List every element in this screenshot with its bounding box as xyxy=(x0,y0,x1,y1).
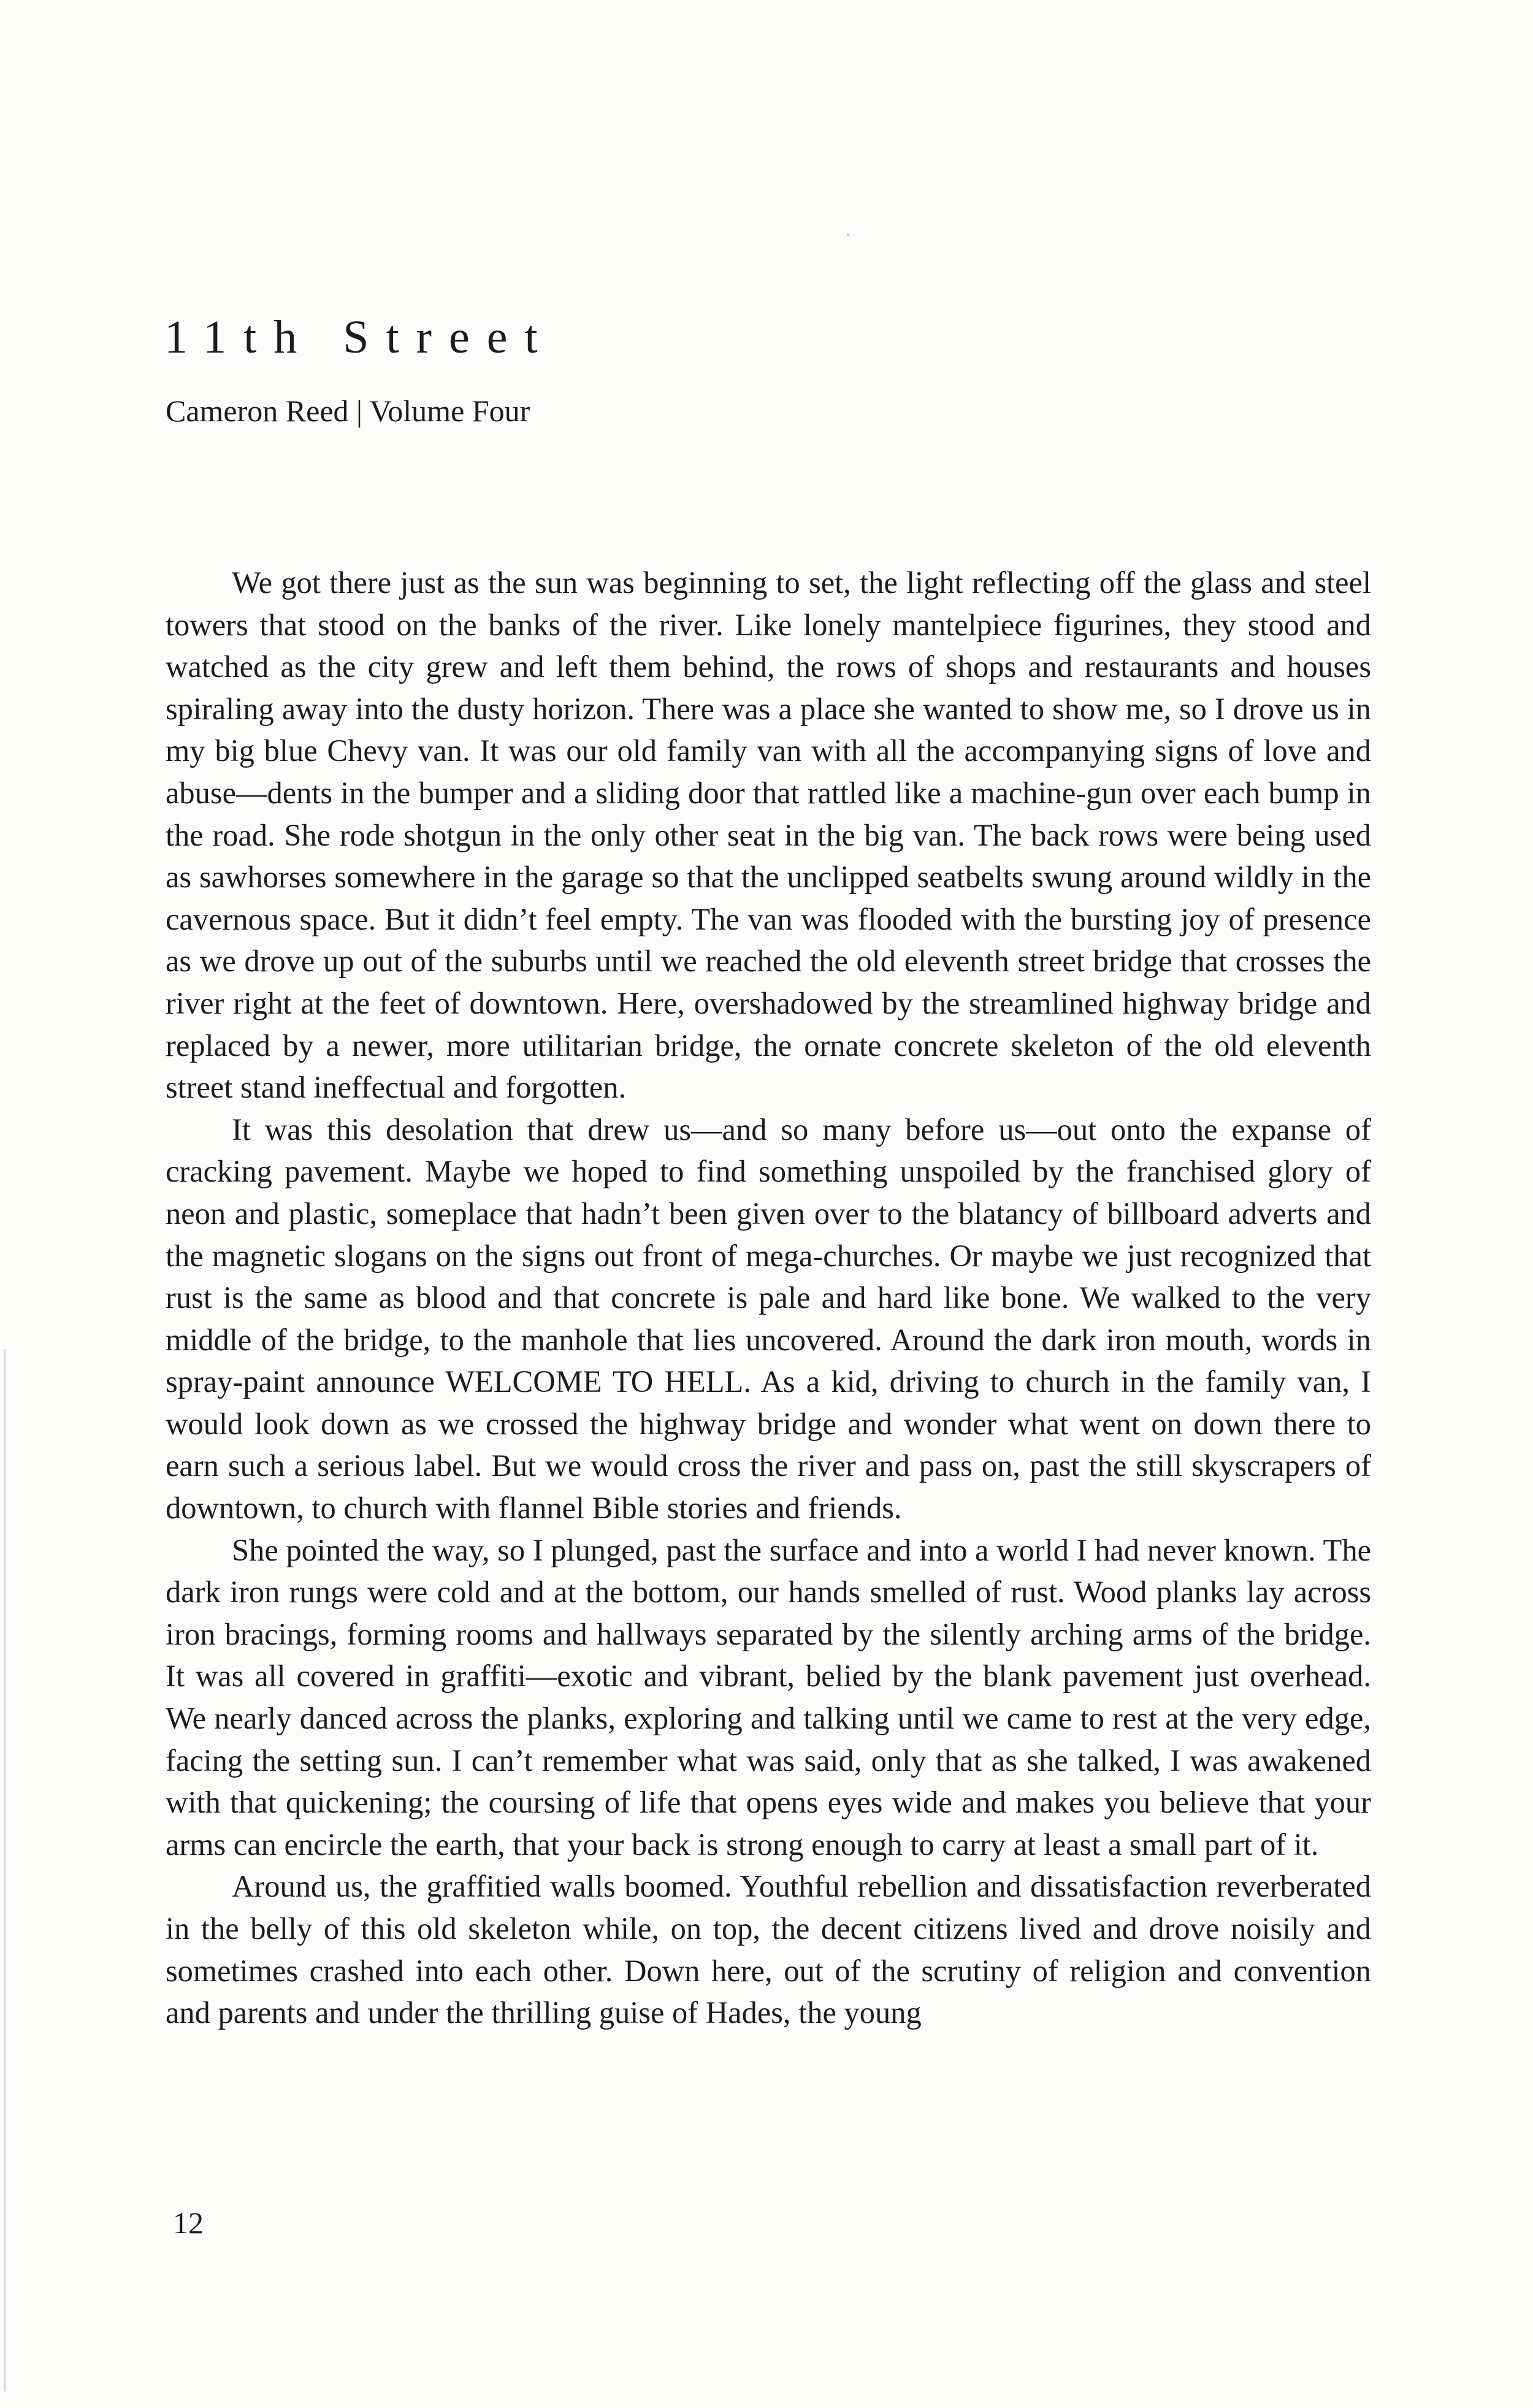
paragraph: It was this desolation that drew us—and so many before us—out onto the expanse of cracking pavement. Maybe we hoped to find something unspoiled by the franchised glory of neon and plastic, someplace that hadn’t been given over to the blatancy of billboard adverts and the magnetic slogans on the signs out front of mega-churches. Or maybe we just recognized that rust is the same as blood and that concrete is pale and hard like bone. We walked to the very middle of the bridge, to the manhole that lies uncovered. Around the dark iron mouth, words in spray-paint announce WELCOME TO HELL. As a kid, driving to church in the family van, I would look down as we crossed the highway bridge and wonder what went on down there to earn such a serious label. But we would cross the river and pass on, past the still skyscrapers of downtown, to church with flannel Bible stories and friends. xyxy=(166,1112,1371,1526)
paragraph: She pointed the way, so I plunged, past the surface and into a world I had never known. The dark iron rungs were cold and at the bottom, our hands smelled of rust. Wood planks lay across iron bracings, forming rooms and hallways separated by the silently arching arms of the bridge. It was all covered in graffiti—exotic and vibrant, belied by the blank pavement just overhead. We nearly danced across the planks, exploring and talking until we came to rest at the very edge, facing the setting sun. I can’t remember what was said, only that as she talked, I was awakened with that quickening; the coursing of life that opens eyes wide and makes you believe that your arms can encircle the earth, that your back is strong enough to carry at least a small part of it. xyxy=(166,1532,1371,1862)
scan-speck: • xyxy=(846,229,851,242)
page-edge-shadow xyxy=(4,1349,6,2391)
paragraph: We got there just as the sun was beginning to set, the light reflecting off the glass and steel towers that stood on the banks of the river. Like lonely mantelpiece figurines, they stood and watched as the city grew and left them behind, the rows of shops and restaurants and houses spiraling away into the dusty horizon. There was a place she wanted to show me, so I drove us in my big blue Chevy van. It was our old family van with all the accompanying signs of love and abuse—dents in the bumper and a sliding door that rattled like a machine-gun over each bump in the road. She rode shotgun in the only other seat in the big van. The back rows were being used as sawhorses somewhere in the garage so that the unclipped seatbelts swung around wildly in the cavernous space. But it didn’t feel empty. The van was flooded with the bursting joy of presence as we drove up out of the suburbs until we reached the old eleventh street bridge that crosses the river right at the feet of downtown. Here, overshadowed by the streamlined highway bridge and replaced by a newer, more utilitarian bridge, the ornate concrete skeleton of the old eleventh street stand ineffectual and forgotten. xyxy=(166,565,1371,1105)
byline: Cameron Reed | Volume Four xyxy=(166,394,530,428)
paragraph: Around us, the graffitied walls boomed. Youthful rebellion and dissatisfaction reverberated in the belly of this old skeleton while, on top, the decent citizens lived and drove noisily and sometimes crashed into each other. Down here, out of the scrutiny of religion and convention and parents and under the thrilling guise of Hades, the young xyxy=(166,1869,1371,2030)
page-number: 12 xyxy=(173,2206,204,2240)
page-title: 11th Street xyxy=(164,312,555,363)
story-body xyxy=(166,562,1371,2034)
